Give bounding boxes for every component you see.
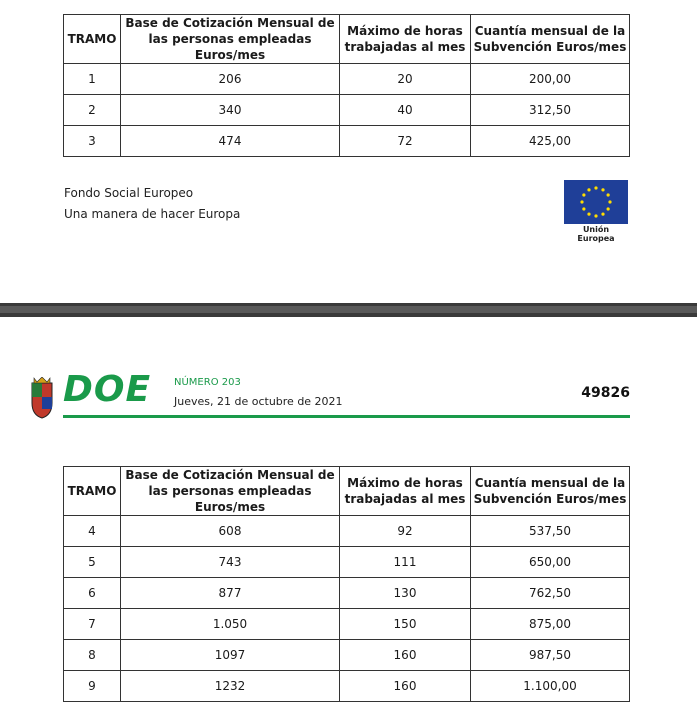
subsidy-table-2 [63, 466, 630, 702]
cell-cuantia: 650,00 [471, 547, 630, 578]
col-tramo: TRAMO [64, 467, 121, 516]
table-body [64, 516, 630, 702]
cell-base: 206 [121, 64, 340, 95]
table-row [64, 547, 630, 578]
cell-base: 340 [121, 95, 340, 126]
cell-horas: 92 [340, 516, 471, 547]
cell-tramo: 8 [64, 640, 121, 671]
cell-tramo: 7 [64, 609, 121, 640]
issue-number: NÚMERO 203 [174, 377, 241, 388]
col-cuantia: Cuantía mensual de la Subvención Euros/mes [471, 15, 630, 64]
header-rule [63, 415, 630, 418]
col-tramo: TRAMO [64, 15, 121, 64]
table-body [64, 64, 630, 157]
cell-cuantia: 762,50 [471, 578, 630, 609]
cell-base: 474 [121, 126, 340, 157]
col-base: Base de Cotización Mensual de las personas empleadas Euros/mes [121, 467, 340, 516]
cell-cuantia: 537,50 [471, 516, 630, 547]
cell-tramo: 1 [64, 64, 121, 95]
page-separator-inner [0, 306, 697, 313]
cell-horas: 130 [340, 578, 471, 609]
page-bottom [0, 317, 697, 725]
eu-star-icon [601, 213, 604, 216]
eu-star-icon [587, 213, 590, 216]
eu-star-icon [587, 188, 590, 191]
cell-horas: 111 [340, 547, 471, 578]
cell-horas: 20 [340, 64, 471, 95]
table-row [64, 640, 630, 671]
eu-star-icon [580, 200, 583, 203]
table-row [64, 95, 630, 126]
cell-tramo: 6 [64, 578, 121, 609]
cell-cuantia: 200,00 [471, 64, 630, 95]
subsidy-table-1 [63, 14, 630, 157]
eu-star-icon [594, 186, 597, 189]
cell-base: 1.050 [121, 609, 340, 640]
page-top [0, 0, 697, 303]
cell-base: 608 [121, 516, 340, 547]
table-row [64, 578, 630, 609]
cell-cuantia: 425,00 [471, 126, 630, 157]
table-row [64, 671, 630, 702]
cell-tramo: 5 [64, 547, 121, 578]
fse-slogan: Una manera de hacer Europa [64, 207, 241, 221]
table-header-row [64, 15, 630, 64]
cell-cuantia: 875,00 [471, 609, 630, 640]
cell-cuantia: 987,50 [471, 640, 630, 671]
eu-flag-icon [564, 180, 628, 224]
cell-base: 877 [121, 578, 340, 609]
eu-star-icon [608, 200, 611, 203]
cell-horas: 160 [340, 671, 471, 702]
cell-tramo: 3 [64, 126, 121, 157]
cell-base: 1232 [121, 671, 340, 702]
doe-logo: DOE [63, 369, 152, 410]
doe-header [28, 369, 630, 421]
table-row [64, 126, 630, 157]
eu-star-icon [594, 214, 597, 217]
cell-cuantia: 312,50 [471, 95, 630, 126]
table-row [64, 609, 630, 640]
col-cuantia: Cuantía mensual de la Subvención Euros/mes [471, 467, 630, 516]
eu-star-icon [582, 193, 585, 196]
eu-star-icon [607, 193, 610, 196]
cell-cuantia: 1.100,00 [471, 671, 630, 702]
table-row [64, 516, 630, 547]
eu-label: Unión Europea [577, 225, 615, 243]
issue-date: Jueves, 21 de octubre de 2021 [174, 395, 343, 408]
fse-title: Fondo Social Europeo [64, 186, 194, 200]
eu-star-icon [607, 207, 610, 210]
eu-star-icon [582, 207, 585, 210]
cell-tramo: 4 [64, 516, 121, 547]
cell-base: 1097 [121, 640, 340, 671]
col-horas: Máximo de horas trabajadas al mes [340, 467, 471, 516]
table-row [64, 64, 630, 95]
cell-horas: 40 [340, 95, 471, 126]
cell-tramo: 9 [64, 671, 121, 702]
eu-star-icon [601, 188, 604, 191]
col-base: Base de Cotización Mensual de las personas empleadas Euros/mes [121, 15, 340, 64]
col-horas: Máximo de horas trabajadas al mes [340, 15, 471, 64]
page-number: 49826 [581, 385, 630, 401]
table-header-row [64, 467, 630, 516]
cell-base: 743 [121, 547, 340, 578]
cell-horas: 72 [340, 126, 471, 157]
cell-horas: 160 [340, 640, 471, 671]
cell-horas: 150 [340, 609, 471, 640]
extremadura-crest-icon [28, 377, 56, 419]
cell-tramo: 2 [64, 95, 121, 126]
